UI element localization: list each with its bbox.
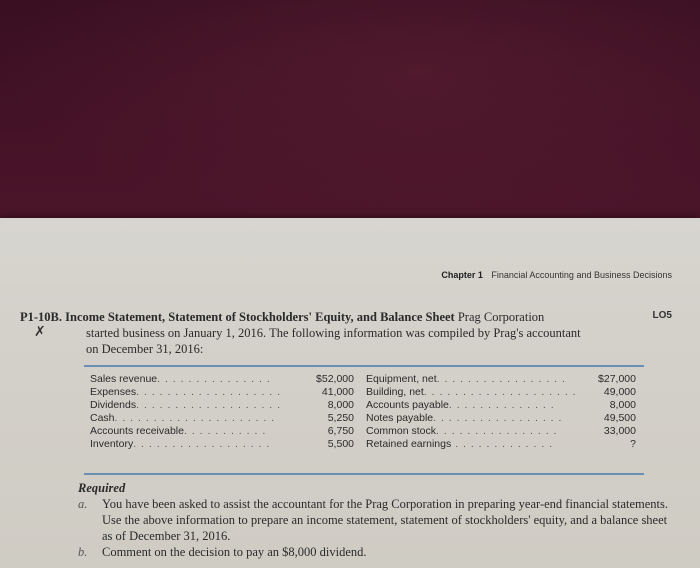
table-row-label: Accounts payable. . . . . . . . . . . . . . [366,399,555,411]
table-row-label: Common stock. . . . . . . . . . . . . . . . [366,425,558,437]
table-row-value: 8,000 [609,399,636,411]
required-item-a-letter: a. [78,497,88,511]
account-data-table [84,365,644,475]
required-item-a [78,496,678,544]
table-row-value: ? [630,438,636,450]
table-row-label: Dividends. . . . . . . . . . . . . . . . . . . [90,399,282,411]
chapter-title: Financial Accounting and Business Decisions [491,270,672,280]
problem-text-line1: Prag Corporation [457,310,545,324]
table-row-label: Cash. . . . . . . . . . . . . . . . . . . . . [90,412,276,424]
table-row-value: 49,000 [603,386,636,398]
page-header [441,270,672,280]
right-values-column [584,373,636,451]
table-row-value: 6,750 [327,425,354,437]
table-row-label: Building, net. . . . . . . . . . . . . . . . . . . . [366,386,577,398]
table-row-label: Sales revenue. . . . . . . . . . . . . . . [90,373,271,385]
table-row-value: 8,000 [327,399,354,411]
problem-id: P1-10B. [20,310,63,324]
table-row-value: $27,000 [598,373,636,385]
required-item-b-text: Comment on the decision to pay an $8,000 dividend. [102,545,367,559]
table-row-value: 5,250 [327,412,354,424]
required-section [78,480,678,560]
problem-text-line2: started business on January 1, 2016. The following information was compiled by Prag's accountant [86,326,581,340]
table-row-value: $52,000 [316,373,354,385]
problem-title: Income Statement, Statement of Stockholders' Equity, and Balance Sheet [65,310,455,324]
background-fabric [0,0,700,235]
table-row-value: 5,500 [327,438,354,450]
table-row-label: Inventory. . . . . . . . . . . . . . . . . . [90,438,271,450]
table-row-label: Accounts receivable. . . . . . . . . . . [90,425,267,437]
table-row-label: Notes payable. . . . . . . . . . . . . . . . . [366,412,563,424]
table-row-label: Retained earnings . . . . . . . . . . . . . [366,438,554,450]
table-row-label: Expenses. . . . . . . . . . . . . . . . . . . [90,386,282,398]
required-item-b [78,544,678,560]
textbook-page [0,218,700,568]
left-labels-column [90,373,300,451]
table-row-value: 41,000 [321,386,354,398]
table-row-value: 33,000 [603,425,636,437]
required-item-a-text: You have been asked to assist the accountant for the Prag Corporation in preparing year-end financial statements. Use the above information to prepare an income statement, statement of stockholders' equity, and a balance sheet as of December 31, 2016. [102,497,669,543]
chapter-number: Chapter 1 [441,270,483,280]
learning-objective: LO5 [652,310,672,321]
required-item-b-letter: b. [78,545,88,559]
left-values-column [298,373,354,451]
handwritten-mark: ✗ [34,325,46,340]
problem-statement [20,309,680,357]
table-row-label: Equipment, net. . . . . . . . . . . . . . . . . [366,373,566,385]
problem-text-line3: on December 31, 2016: [86,342,204,356]
right-labels-column [366,373,584,451]
table-row-value: 49,500 [603,412,636,424]
required-heading: Required [78,481,126,495]
